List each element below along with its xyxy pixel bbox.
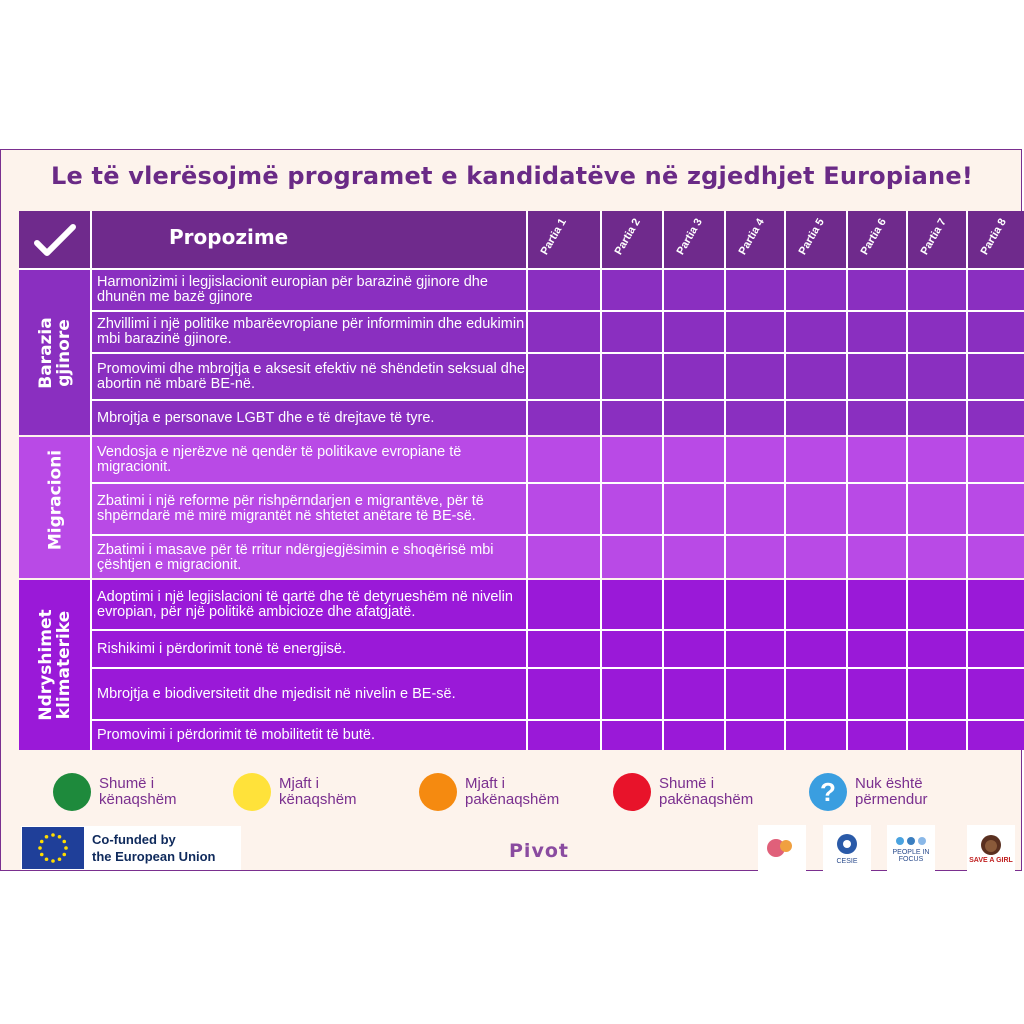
rating-cell[interactable] bbox=[907, 400, 967, 437]
rating-cell[interactable] bbox=[967, 668, 1024, 720]
people-in-focus-text: PEOPLE IN FOCUS bbox=[892, 849, 930, 863]
rating-dot-icon bbox=[53, 773, 91, 811]
legend-label: Mjaft i pakënaqshëm bbox=[465, 775, 560, 808]
rating-cell[interactable] bbox=[663, 535, 725, 580]
legend-label: Shumë i pakënaqshëm bbox=[659, 775, 754, 808]
page-title: Le të vlerësojmë programet e kandidatëve në zgjedhjet Europiane! bbox=[51, 162, 973, 190]
table-row-text: Promovimi i përdorimit të mobilitetit të butë. bbox=[97, 726, 376, 743]
rating-cell[interactable] bbox=[785, 535, 847, 580]
rating-cell[interactable] bbox=[527, 580, 601, 630]
eu-line-2: the European Union bbox=[92, 849, 216, 864]
rating-cell[interactable] bbox=[725, 311, 785, 353]
rating-cell[interactable] bbox=[907, 483, 967, 535]
column-divider bbox=[526, 211, 528, 750]
table-row-text: Mbrojtja e biodiversitetit dhe mjedisit në nivelin e BE-së. bbox=[97, 685, 456, 702]
rating-cell[interactable] bbox=[601, 353, 663, 400]
rating-cell[interactable] bbox=[527, 720, 601, 750]
rating-cell[interactable] bbox=[847, 630, 907, 668]
rating-cell[interactable] bbox=[527, 483, 601, 535]
rating-cell[interactable] bbox=[785, 400, 847, 437]
section-label-line2: gjinore bbox=[54, 319, 74, 387]
rating-cell[interactable] bbox=[601, 535, 663, 580]
legend-item-3 bbox=[419, 773, 575, 811]
rating-cell[interactable] bbox=[967, 720, 1024, 750]
cesie-logo bbox=[823, 825, 871, 871]
rating-cell[interactable] bbox=[601, 720, 663, 750]
rating-cell[interactable] bbox=[527, 437, 601, 483]
column-divider bbox=[90, 211, 92, 750]
party-header-8: Partia 8 bbox=[978, 216, 1009, 257]
rating-cell[interactable] bbox=[527, 311, 601, 353]
partner-logo-1 bbox=[758, 825, 806, 871]
rating-dot-icon bbox=[613, 773, 651, 811]
legend-item-4 bbox=[613, 773, 769, 811]
rating-cell[interactable] bbox=[907, 269, 967, 311]
section-label-2 bbox=[46, 428, 64, 571]
table-row-text: Zbatimi i një reforme për rishpërndarjen e migrantëve, për të shpërndarë më mirë migrantët në shtetet anëtare të BE-së. bbox=[97, 493, 484, 524]
rating-cell[interactable] bbox=[601, 668, 663, 720]
rating-cell[interactable] bbox=[663, 400, 725, 437]
section-label-line2: klimaterike bbox=[54, 610, 74, 720]
section-label-line1: Ndryshimet bbox=[36, 609, 56, 721]
rating-cell[interactable] bbox=[663, 437, 725, 483]
legend-label: Mjaft i kënaqshëm bbox=[279, 775, 357, 808]
rating-cell[interactable] bbox=[725, 720, 785, 750]
save-a-girl-logo bbox=[967, 825, 1015, 871]
section-label-3 bbox=[37, 580, 73, 750]
rating-cell[interactable] bbox=[907, 353, 967, 400]
rating-cell[interactable] bbox=[907, 311, 967, 353]
rating-cell[interactable] bbox=[785, 580, 847, 630]
party-header-7: Partia 7 bbox=[918, 216, 949, 257]
column-divider bbox=[724, 211, 726, 750]
column-divider bbox=[846, 211, 848, 750]
rating-cell[interactable] bbox=[601, 630, 663, 668]
rating-cell[interactable] bbox=[663, 630, 725, 668]
eu-line-1: Co-funded by bbox=[92, 832, 176, 847]
party-header-5: Partia 5 bbox=[796, 216, 827, 257]
column-divider bbox=[784, 211, 786, 750]
rating-cell[interactable] bbox=[663, 668, 725, 720]
rating-cell[interactable] bbox=[847, 269, 907, 311]
rating-cell[interactable] bbox=[907, 535, 967, 580]
party-header-2: Partia 2 bbox=[612, 216, 643, 257]
rating-cell[interactable] bbox=[527, 353, 601, 400]
rating-cell[interactable] bbox=[907, 630, 967, 668]
legend-item-1 bbox=[53, 773, 209, 811]
column-divider bbox=[966, 211, 968, 750]
rating-cell[interactable] bbox=[725, 535, 785, 580]
rating-cell[interactable] bbox=[725, 580, 785, 630]
cesie-logo-text: CESIE bbox=[836, 857, 858, 865]
rating-cell[interactable] bbox=[527, 269, 601, 311]
rating-cell[interactable] bbox=[967, 580, 1024, 630]
rating-cell[interactable] bbox=[785, 668, 847, 720]
party-header-3: Partia 3 bbox=[674, 216, 705, 257]
table-row-text: Zhvillimi i një politike mbarëevropiane për informimin dhe edukimin mbi barazinë gjinore. bbox=[97, 316, 525, 347]
rating-cell[interactable] bbox=[967, 483, 1024, 535]
rating-cell[interactable] bbox=[967, 311, 1024, 353]
poster bbox=[0, 149, 1022, 871]
rating-cell[interactable] bbox=[967, 353, 1024, 400]
table-row-text: Vendosja e njerëzve në qendër të politikave evropiane të migracionit. bbox=[97, 444, 462, 475]
question-icon: ? bbox=[809, 773, 847, 811]
section-label-line1: Migracioni bbox=[45, 449, 65, 550]
people-in-focus-logo bbox=[887, 825, 935, 871]
legend-label: Shumë i kënaqshëm bbox=[99, 775, 177, 808]
rating-cell[interactable] bbox=[663, 269, 725, 311]
rating-cell[interactable] bbox=[847, 535, 907, 580]
rating-cell[interactable] bbox=[967, 269, 1024, 311]
legend-item-2 bbox=[233, 773, 389, 811]
eu-funding-badge bbox=[21, 826, 241, 870]
rating-cell[interactable] bbox=[785, 630, 847, 668]
rating-cell[interactable] bbox=[785, 720, 847, 750]
rating-cell[interactable] bbox=[847, 400, 907, 437]
column-divider bbox=[600, 211, 602, 750]
rating-cell[interactable] bbox=[847, 311, 907, 353]
column-divider bbox=[662, 211, 664, 750]
rating-cell[interactable] bbox=[725, 483, 785, 535]
rating-cell[interactable] bbox=[725, 400, 785, 437]
rating-cell[interactable] bbox=[725, 353, 785, 400]
party-header-4: Partia 4 bbox=[736, 216, 767, 257]
save-a-girl-text: SAVE A GIRL bbox=[969, 856, 1013, 864]
table-row-text: Rishikimi i përdorimit tonë të energjisë. bbox=[97, 640, 347, 657]
rating-cell[interactable] bbox=[527, 668, 601, 720]
legend-label: Nuk është përmendur bbox=[855, 775, 928, 808]
column-divider bbox=[906, 211, 908, 750]
rating-cell[interactable] bbox=[601, 269, 663, 311]
header-divider bbox=[19, 268, 1024, 270]
rating-cell[interactable] bbox=[967, 630, 1024, 668]
rating-cell[interactable] bbox=[847, 437, 907, 483]
rating-cell[interactable] bbox=[601, 483, 663, 535]
rating-cell[interactable] bbox=[967, 400, 1024, 437]
rating-cell[interactable] bbox=[907, 720, 967, 750]
rating-cell[interactable] bbox=[785, 437, 847, 483]
rating-cell[interactable] bbox=[785, 353, 847, 400]
rating-cell[interactable] bbox=[847, 668, 907, 720]
rating-cell[interactable] bbox=[907, 437, 967, 483]
rating-cell[interactable] bbox=[847, 353, 907, 400]
rating-cell[interactable] bbox=[785, 269, 847, 311]
rating-cell[interactable] bbox=[527, 400, 601, 437]
section-label-line1: Barazia bbox=[36, 317, 56, 389]
rating-cell[interactable] bbox=[725, 668, 785, 720]
rating-cell[interactable] bbox=[967, 535, 1024, 580]
rating-cell[interactable] bbox=[725, 437, 785, 483]
rating-cell[interactable] bbox=[847, 483, 907, 535]
rating-dot-icon bbox=[233, 773, 271, 811]
rating-cell[interactable] bbox=[527, 535, 601, 580]
rating-cell[interactable] bbox=[725, 630, 785, 668]
rating-cell[interactable] bbox=[847, 580, 907, 630]
rating-cell[interactable] bbox=[907, 668, 967, 720]
table-row-text: Zbatimi i masave për të rritur ndërgjegjësimin e shoqërisë mbi çështjen e migracionit. bbox=[97, 541, 494, 573]
table-row-text: Harmonizimi i legjislacionit europian për barazinë gjinore dhe dhunën me bazë gjinore bbox=[97, 274, 488, 305]
rating-cell[interactable] bbox=[601, 400, 663, 437]
rating-cell[interactable] bbox=[663, 353, 725, 400]
table-row-text: Adoptimi i një legjislacioni të qartë dhe të detyrueshëm në nivelin evropian, për një politikë ambicioze dhe afatgjatë. bbox=[97, 589, 513, 620]
rating-cell[interactable] bbox=[967, 437, 1024, 483]
rating-cell[interactable] bbox=[663, 720, 725, 750]
rating-cell[interactable] bbox=[725, 269, 785, 311]
rating-cell[interactable] bbox=[785, 483, 847, 535]
proposals-header: Propozime bbox=[169, 225, 289, 249]
table-row-text: Promovimi dhe mbrojtja e aksesit efektiv në shëndetin seksual dhe abortin në mbarë BE-në. bbox=[97, 360, 525, 392]
rating-cell[interactable] bbox=[663, 483, 725, 535]
pivot-logo: Pivot bbox=[509, 840, 569, 862]
party-header-1: Partia 1 bbox=[538, 216, 569, 257]
rating-cell[interactable] bbox=[663, 311, 725, 353]
rating-cell[interactable] bbox=[847, 720, 907, 750]
table-row-text: Mbrojtja e personave LGBT dhe e të drejtave të tyre. bbox=[97, 410, 435, 426]
evaluation-table bbox=[19, 211, 1024, 760]
rating-cell[interactable] bbox=[527, 630, 601, 668]
rating-cell[interactable] bbox=[785, 311, 847, 353]
rating-cell[interactable] bbox=[601, 580, 663, 630]
party-header-6: Partia 6 bbox=[858, 216, 889, 257]
rating-cell[interactable] bbox=[663, 580, 725, 630]
rating-cell[interactable] bbox=[601, 437, 663, 483]
rating-cell[interactable] bbox=[907, 580, 967, 630]
eu-flag-icon bbox=[22, 827, 84, 869]
rating-dot-icon bbox=[419, 773, 457, 811]
legend-item-5 bbox=[809, 773, 965, 811]
section-label-1 bbox=[37, 269, 73, 437]
rating-cell[interactable] bbox=[601, 311, 663, 353]
checkmark-icon bbox=[33, 223, 77, 257]
